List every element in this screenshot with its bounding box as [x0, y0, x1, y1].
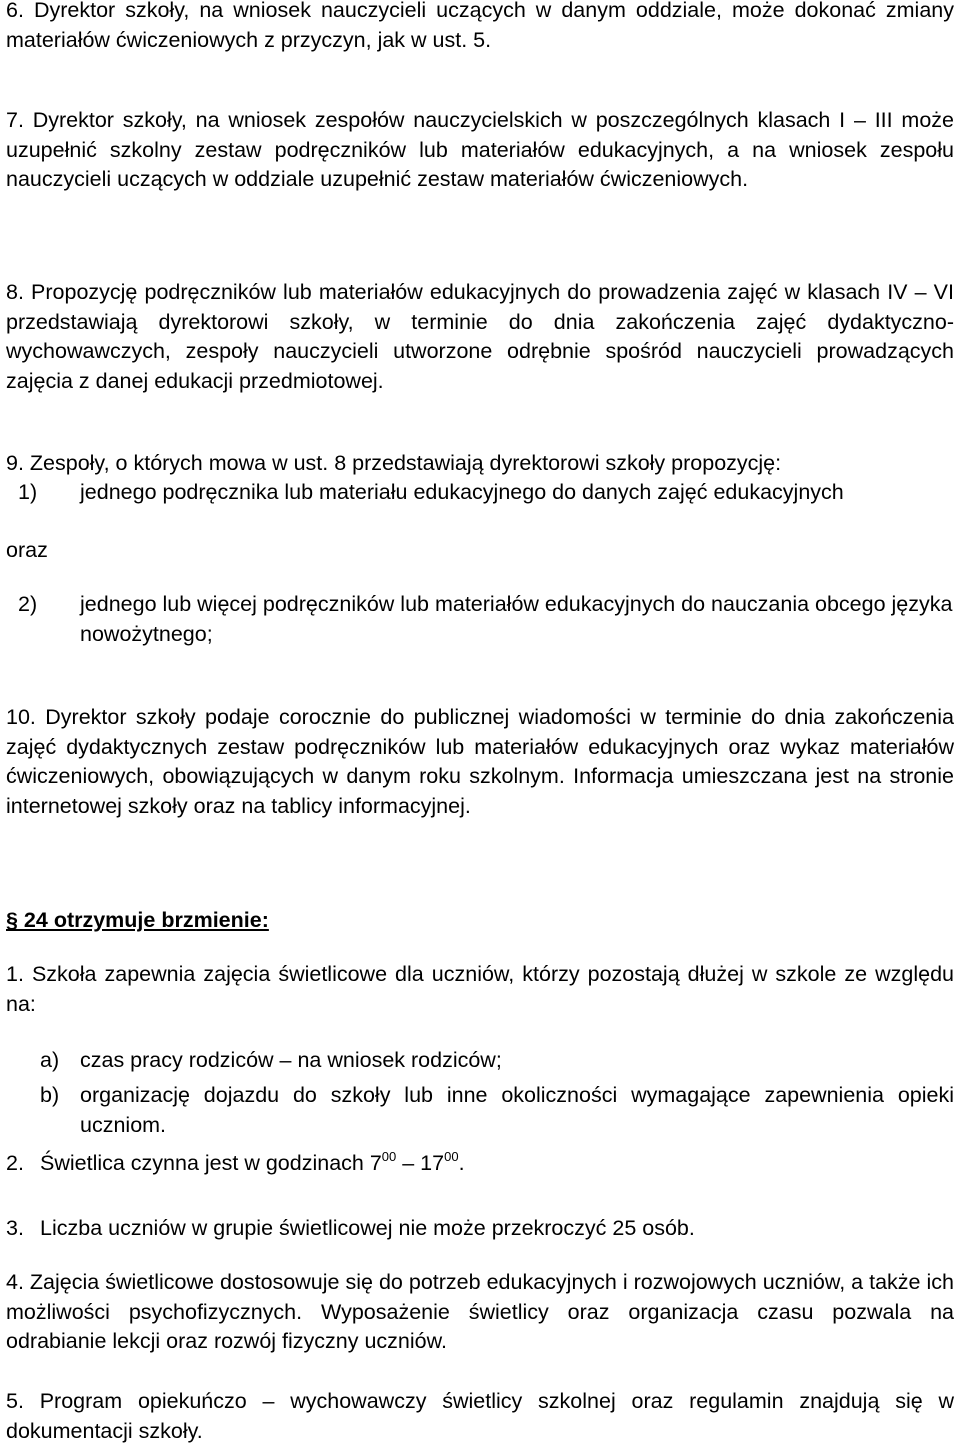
- hours-text-c: .: [458, 1151, 465, 1175]
- section-paragraph-3-label: 3.: [6, 1216, 24, 1240]
- hours-sup-b: 00: [444, 1149, 459, 1164]
- section-paragraph-4: 4. Zajęcia świetlicowe dostosowuje się do potrzeb edukacyjnych i rozwojowych uczniów, a także ich możliwości psychofizycznych. Wyposażenie świetlicy oraz organizacja czasu pozwala na odrabianie lekcji oraz rozwój fizyczny uczniów.: [6, 1270, 954, 1353]
- paragraph-6: 6. Dyrektor szkoły, na wniosek nauczycieli uczących w danym oddziale, może dokonać zmiany materiałów ćwiczeniowych z przyczyn, jak w ust. 5.: [6, 0, 954, 52]
- paragraph-10: 10. Dyrektor szkoły podaje corocznie do publicznej wiadomości w terminie do dnia zakończenia zajęć dydaktycznych zestaw podręczników lub materiałów edukacyjnych oraz wykaz materiałów ćwiczeniowych, obowiązujących w danym roku szkolnym. Informacja umieszczana jest na stronie internetowej szkoły oraz na tablicy informacyjnej.: [6, 705, 954, 818]
- conjunction-oraz: oraz: [6, 538, 48, 562]
- list-item-2-label: 2): [18, 592, 38, 616]
- list-item-2-text: jednego lub więcej podręczników lub materiałów edukacyjnych do nauczania obcego języka nowożytnego;: [80, 592, 953, 646]
- list-item-b-text: organizację dojazdu do szkoły lub inne okoliczności wymagające zapewnienia opieki uczniom.: [80, 1083, 954, 1137]
- list-item-b-label: b): [40, 1083, 60, 1107]
- paragraph-7: 7. Dyrektor szkoły, na wniosek zespołów nauczycielskich w poszczególnych klasach I – III może uzupełnić szkolny zestaw podręczników lub materiałów edukacyjnych, a na wniosek zespołu nauczycieli uczących w oddziale uzupełnić zestaw materiałów ćwiczeniowych.: [6, 108, 954, 191]
- hours-text-b: – 17: [396, 1151, 445, 1175]
- hours-text-a: Świetlica czynna jest w godzinach 7: [40, 1151, 382, 1175]
- section-paragraph-2: [40, 1149, 954, 1179]
- section-paragraph-1: 1. Szkoła zapewnia zajęcia świetlicowe dla uczniów, którzy pozostają dłużej w szkole ze względu na:: [6, 962, 954, 1016]
- hours-sup-a: 00: [381, 1149, 397, 1164]
- section-paragraph-5: 5. Program opiekuńczo – wychowawczy świetlicy szkolnej oraz regulamin znajdują się w dokumentacji szkoły.: [6, 1389, 954, 1443]
- paragraph-8: 8. Propozycję podręczników lub materiałów edukacyjnych do prowadzenia zajęć w klasach IV – VI przedstawiają dyrektorowi szkoły, w terminie do dnia zakończenia zajęć dydaktyczno-wychowawczych, zespoły nauczycieli utworzone odrębnie spośród nauczycieli prowadzących zajęcia z danej edukacji przedmiotowej.: [6, 280, 954, 393]
- list-item-1-label: 1): [18, 480, 38, 504]
- section-heading: § 24 otrzymuje brzmienie:: [6, 908, 269, 932]
- paragraph-9: 9. Zespoły, o których mowa w ust. 8 przedstawiają dyrektorowi szkoły propozycję:: [6, 451, 782, 475]
- list-item-1-text: jednego podręcznika lub materiału edukacyjnego do danych zajęć edukacyjnych: [80, 480, 844, 504]
- section-paragraph-3: Liczba uczniów w grupie świetlicowej nie może przekroczyć 25 osób.: [40, 1216, 695, 1240]
- list-item-a-text: czas pracy rodziców – na wniosek rodziców;: [80, 1048, 502, 1072]
- section-paragraph-2-label: 2.: [6, 1151, 24, 1175]
- list-item-a-label: a): [40, 1048, 60, 1072]
